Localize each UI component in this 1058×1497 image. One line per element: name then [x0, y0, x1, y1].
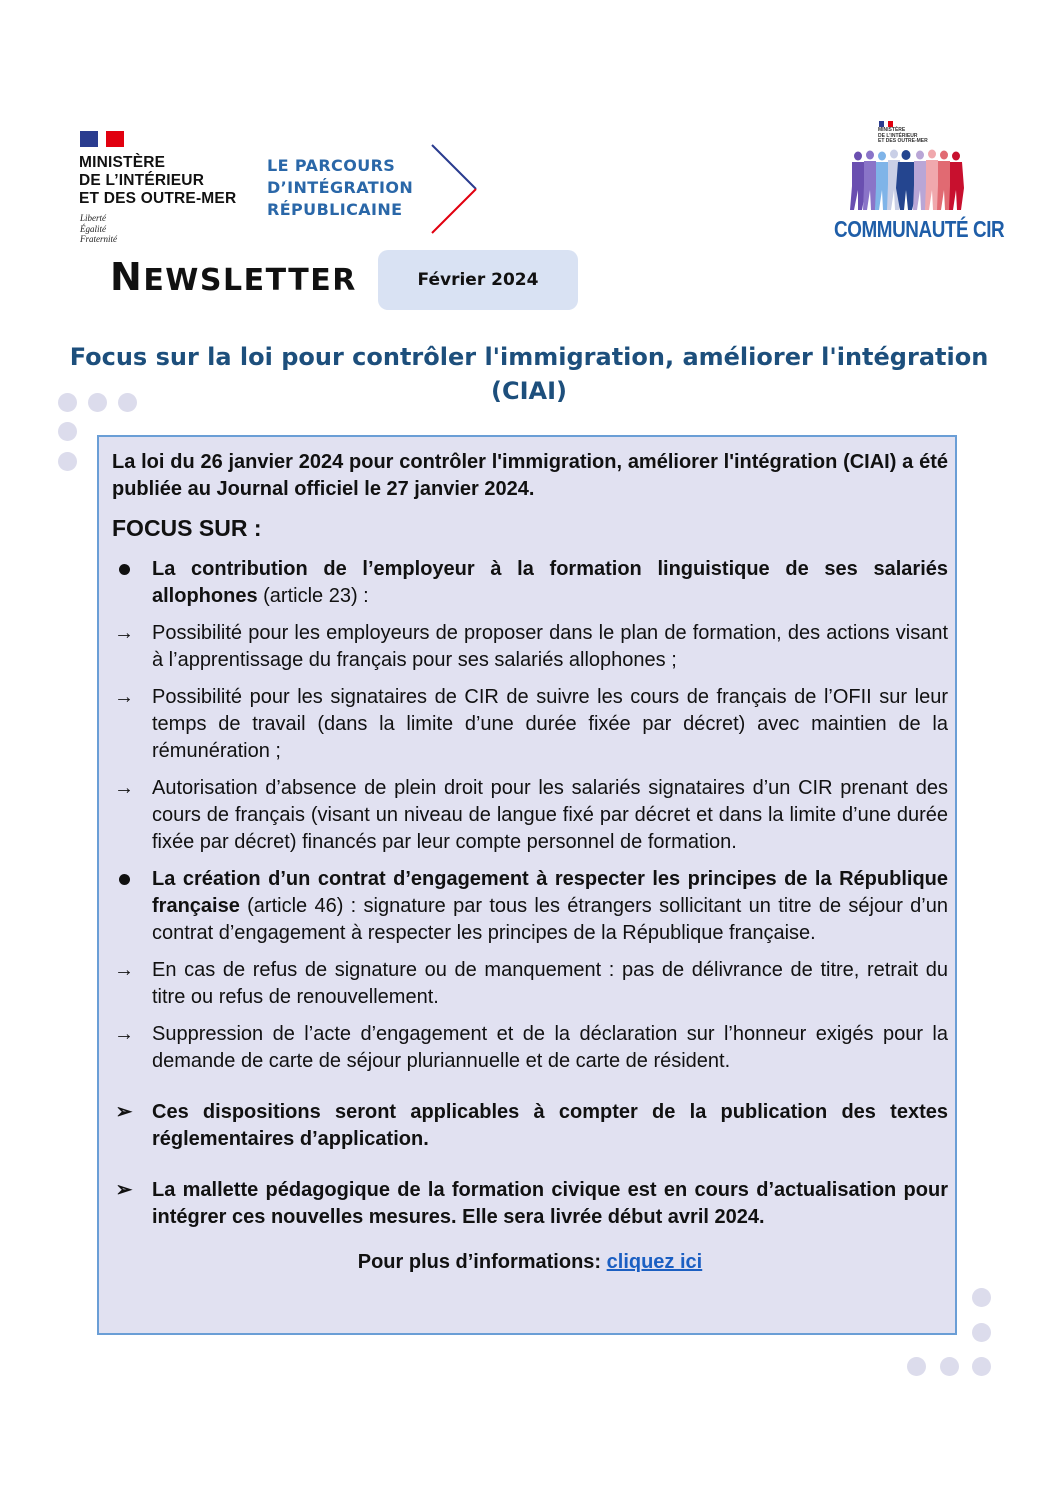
page-title — [50, 340, 1008, 408]
content-box — [97, 435, 957, 1335]
decorative-dot — [972, 1323, 991, 1342]
decorative-dot — [88, 393, 107, 412]
arrow-right-icon: → — [114, 1023, 134, 1045]
decorative-dot — [58, 452, 77, 471]
note-item — [112, 1099, 948, 1153]
decorative-dot — [118, 393, 137, 412]
arrow-right-icon: → — [114, 959, 134, 981]
list-item — [112, 684, 948, 765]
title-line: Focus sur la loi pour contrôler l'immigration, améliorer l'intégration — [69, 343, 989, 371]
note-text: Ces dispositions seront applicables à compter de la publication des textes réglementaires d’application. — [152, 1101, 948, 1150]
note-text: La mallette pédagogique de la formation civique est en cours d’actualisation pour intégrer ces nouvelles mesures. Elle sera livrée début avril 2024. — [152, 1179, 948, 1228]
section2-rest: (article 46) : signature par tous les étrangers sollicitant un titre de séjour d’un contrat d’engagement à respecter les principes de la République française. — [152, 895, 948, 944]
ministry-line: MINISTÈRE — [79, 154, 166, 171]
bullet-icon — [112, 866, 136, 893]
triangle-bullet-icon: ➢ — [115, 1101, 133, 1123]
decorative-dot — [940, 1357, 959, 1376]
republic-motto — [80, 213, 117, 245]
newsletter-heading — [110, 255, 357, 299]
parcours-line: D’INTÉGRATION — [267, 178, 414, 197]
subitem-text: Suppression de l’acte d’engagement et de la déclaration sur l’honneur exigés pour la demande de carte de séjour pluriannuelle et de carte de résident. — [152, 1023, 948, 1072]
list-item-section2 — [112, 866, 948, 947]
arrow-right-icon: → — [114, 686, 134, 708]
section2-bold: La création d’un contrat d’engagement à respecter les principes de la République française — [152, 868, 948, 917]
decorative-dot — [58, 422, 77, 441]
cliquez-ici-link[interactable]: cliquez ici — [606, 1251, 703, 1273]
decorative-dot — [907, 1357, 926, 1376]
section1-rest: (article 23) : — [257, 585, 369, 607]
decorative-dot — [972, 1288, 991, 1307]
more-info-label: Pour plus d’informations: — [357, 1251, 607, 1273]
cir-ministry-line: DE L’INTÉRIEUR — [878, 132, 918, 139]
subitem-text: Autorisation d’absence de plein droit pour les salariés signataires d’un CIR prenant des cours de français (visant un niveau de langue fixé par décret et dans la limite d’une durée fixée par décret) financés par leur compte personnel de formation. — [152, 777, 948, 853]
subitem-text: En cas de refus de signature ou de manquement : pas de délivrance de titre, retrait du titre ou refus de renouvellement. — [152, 959, 948, 1008]
communaute-cir-title: COMMUNAUTÉ CIR — [834, 216, 1005, 242]
title-line: (CIAI) — [491, 377, 567, 405]
note-item — [112, 1177, 948, 1231]
motto-line: Liberté — [80, 213, 106, 223]
parcours-integration-logo — [267, 155, 413, 221]
ministry-logo-text — [79, 154, 236, 208]
newsletter-initial: N — [110, 255, 144, 299]
cir-ministry-line: MINISTÈRE — [878, 127, 906, 133]
decorative-dot — [972, 1357, 991, 1376]
cir-ministry-line: ET DES OUTRE-MER — [878, 138, 928, 144]
list-item — [112, 620, 948, 674]
section1-bold: La contribution de l’employeur à la formation linguistique de ses salariés allophones — [152, 558, 948, 607]
list-item — [112, 775, 948, 856]
focus-heading: FOCUS SUR : — [112, 515, 262, 541]
list-item — [112, 957, 948, 1011]
arrow-right-icon: → — [114, 622, 134, 644]
bullet-icon — [112, 556, 136, 583]
french-flag-icon — [80, 131, 124, 147]
motto-line: Égalité — [80, 223, 106, 234]
list-item — [112, 1021, 948, 1075]
chevron-logo-icon — [428, 143, 480, 235]
ministry-line: DE L’INTÉRIEUR — [79, 172, 205, 189]
subitem-text: Possibilité pour les signataires de CIR de suivre les cours de français de l’OFII sur leur temps de travail (dans la limite d’une durée fixée par décret) avec maintien de la rémunération ; — [152, 686, 948, 762]
list-item-section1 — [112, 556, 948, 610]
triangle-bullet-icon: ➢ — [115, 1179, 133, 1201]
cir-ministry-text — [878, 128, 928, 145]
newsletter-rest: EWSLETTER — [143, 263, 357, 298]
parcours-line: RÉPUBLICAINE — [267, 200, 403, 219]
arrow-right-icon: → — [114, 777, 134, 799]
subitem-text: Possibilité pour les employeurs de proposer dans le plan de formation, des actions visant à l’apprentissage du français pour ses salariés allophones ; — [152, 622, 948, 671]
motto-line: Fraternité — [80, 234, 117, 244]
more-info — [112, 1249, 948, 1276]
intro-paragraph: La loi du 26 janvier 2024 pour contrôler l'immigration, améliorer l'intégration (CIAI) a été publiée au Journal officiel le 27 janvier 2024. — [112, 451, 948, 500]
parcours-line: LE PARCOURS — [267, 156, 396, 175]
decorative-dot — [58, 393, 77, 412]
issue-date-badge: Février 2024 — [378, 250, 578, 310]
people-silhouettes-icon — [846, 148, 966, 210]
ministry-line: ET DES OUTRE-MER — [79, 190, 237, 207]
